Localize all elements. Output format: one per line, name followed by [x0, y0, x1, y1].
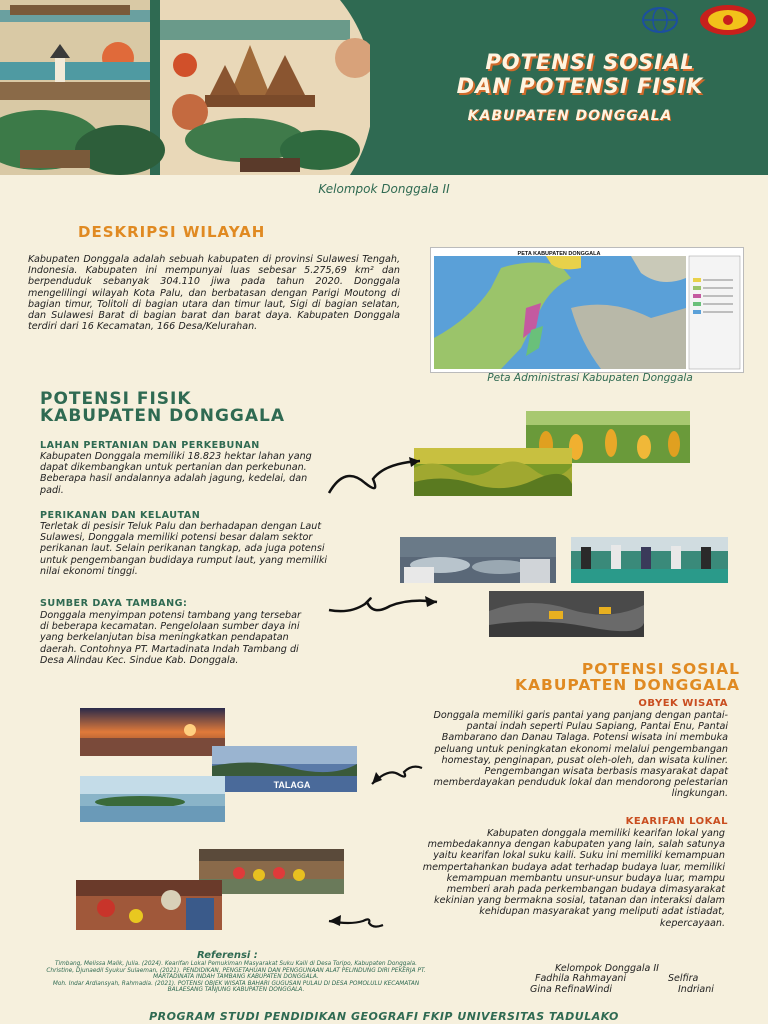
title-line-1: POTENSI SOSIAL — [485, 50, 695, 74]
tambang-text: Donggala menyimpan potensi tambang yang tersebar di beberapa kecamatan. Pengelolaan sumber daya ini yang berkelanjutan bisa meningkatkan pendapatan daerah. Contohnya PT. Martadinata Indah Tambang di Desa Alindau Kec. Sindue Kab. Donggala. — [40, 610, 301, 666]
wisata-text: Donggala memiliki garis pantai yang panjang dengan pantai-pantai indah seperti Pulau Sapiang, Pantai Enu, Pantai Bambarano dan Danau Talaga. Potensi wisata ini membuka peluang untuk peningkatan ekonomi melalui pengembangan homestay, penginapan, pusat oleh-oleh, dan wisata kuliner. Pengembangan wisata berbasis masyarakat dapat memberdayakan penduduk lokal dan mendorong pelestarian lingkungan. — [433, 710, 728, 800]
lahan-heading: LAHAN PERTANIAN DAN PERKEBUNAN — [40, 440, 260, 451]
perikanan-text: Terletak di pesisir Teluk Palu dan berhadapan dengan Laut Sulawesi, Donggala memiliki potensi besar dalam sektor perikanan laut. Selain perikanan tangkap, ada juga potensi untuk pengembangan budidaya rumput laut, yang memiliki nilai ekonomi tinggi. — [40, 521, 328, 577]
arrow-icon — [368, 760, 424, 790]
referensi-item: Christine, Djunaedil Syukur Sulaeman, (2021). PENDIDIKAN, PENGETAHUAN DAN PENGGUNAAN ALAT PELINDUNG DIRI PEKERJA PT. MARTADINATA INDAH TAMBANG KABUPATEN DONGGALA. — [46, 967, 426, 981]
talaga-label: TALAGA — [273, 780, 311, 790]
header-banner — [0, 0, 768, 175]
ceremony-photo — [76, 880, 222, 930]
kearifan-heading: KEARIFAN LOKAL — [625, 816, 728, 827]
island-photo — [80, 776, 225, 822]
kearifan-text: Kabupaten donggala memiliki kearifan lokal yang membedakannya dengan kabupaten yang lain, salah satunya yaitu kearifan lokal suku kaili. Suku ini memiliki kemampuan mempertahankan budaya adat terhadap budaya luar, memiliki kemampuan membantu unsur-unsur budaya luar, mampu memberi arah pada perkembangan budaya dimasyarakat kekinian yang bermakna sosial, tatanan dan interaksi dalam kehidupan masyarakat yang meliputi adat istiadat, kepercayaan. — [422, 828, 725, 929]
sosial-heading-line2: KABUPATEN DONGGALA — [515, 676, 740, 694]
member-name: Indriani — [678, 984, 714, 995]
member-name: Selfira — [668, 973, 699, 984]
fish-market-photo — [400, 537, 556, 583]
rice-photo — [414, 448, 572, 496]
seaweed-farm-photo — [571, 537, 728, 583]
header-illustration — [0, 0, 370, 175]
lahan-text: Kabupaten Donggala memiliki 18.823 hektar lahan yang dapat dikembangkan untuk pertanian dan perkebunan. Beberapa hasil andalannya adalah jagung, kedelai, dan padi. — [40, 451, 312, 496]
map-graphic — [431, 248, 743, 372]
arrow-icon — [325, 455, 425, 500]
perikanan-heading: PERIKANAN DAN KELAUTAN — [40, 510, 201, 521]
deskripsi-heading: DESKRIPSI WILAYAH — [78, 223, 266, 241]
fisik-heading — [40, 391, 285, 425]
group-name: Kelompok Donggala II — [318, 182, 450, 196]
sunset-beach-photo — [80, 708, 225, 756]
arrow-icon — [325, 911, 385, 935]
referensi-item: Moh. Indar Ardiansyah, Rahmadia. (2021). POTENSI OBJEK WISATA BAHARI GUGUSAN PULAU DI DESA POMOLULU KECAMATAN BALAESANG TANJUNG KABUPATEN DONGGALA. — [52, 980, 420, 994]
university-logo-icon — [698, 3, 758, 37]
map-image — [430, 247, 744, 373]
map-title: PETA KABUPATEN DONGGALA — [517, 251, 601, 257]
deskripsi-text: Kabupaten Donggala adalah sebuah kabupaten di provinsi Sulawesi Tengah, Indonesia. Kabupaten ini mempunyai luas sebesar 5.275,69 km² dan berpenduduk sebanyak 304.110 jiwa pada tahun 2020. Donggala mengelilingi wilayah Kota Palu, dan berbatasan dengan Parigi Moutong di bagian timur, Tolitoli di bagian utara dan timur laut, Sigi di bagian selatan, dan Sulawesi Barat di bagian barat dan barat daya. Kabupaten Donggala terdiri dari 16 Kecamatan, 166 Desa/Kelurahan. — [28, 254, 400, 333]
member-name: Fadhila Rahmayani — [535, 973, 627, 984]
members-title: Kelompok Donggala II — [555, 963, 659, 974]
sosial-heading-line1: POTENSI SOSIAL — [581, 660, 740, 678]
talaga-lake-photo — [212, 746, 357, 792]
referensi-heading: Referensi : — [197, 950, 258, 961]
fisik-heading-line1: POTENSI FISIK — [40, 389, 192, 409]
referensi-item: Timbang, Melissa Malik, Julia. (2024). Kearifan Lokal Pemukiman Masyarakat Suku Kaili di Desa Toripo, Kabupaten Donggala. — [54, 961, 418, 967]
wisata-heading: OBYEK WISATA — [638, 698, 728, 709]
title-subtitle: KABUPATEN DONGGALA — [467, 108, 673, 124]
globe-logo-icon — [640, 6, 680, 34]
mining-photo — [489, 591, 644, 637]
title-line-2: DAN POTENSI FISIK — [456, 74, 704, 98]
referensi-list — [36, 961, 436, 994]
map-caption: Peta Administrasi Kabupaten Donggala — [487, 372, 693, 384]
tambang-heading: SUMBER DAYA TAMBANG: — [40, 598, 188, 609]
footer-program: PROGRAM STUDI PENDIDIKAN GEOGRAFI FKIP UNIVERSITAS TADULAKO — [149, 1010, 619, 1023]
member-name: Gina RefinaWindi — [530, 984, 613, 995]
fisik-heading-line2: KABUPATEN DONGGALA — [40, 406, 286, 426]
sosial-heading — [440, 661, 740, 693]
arrow-icon — [325, 590, 443, 620]
